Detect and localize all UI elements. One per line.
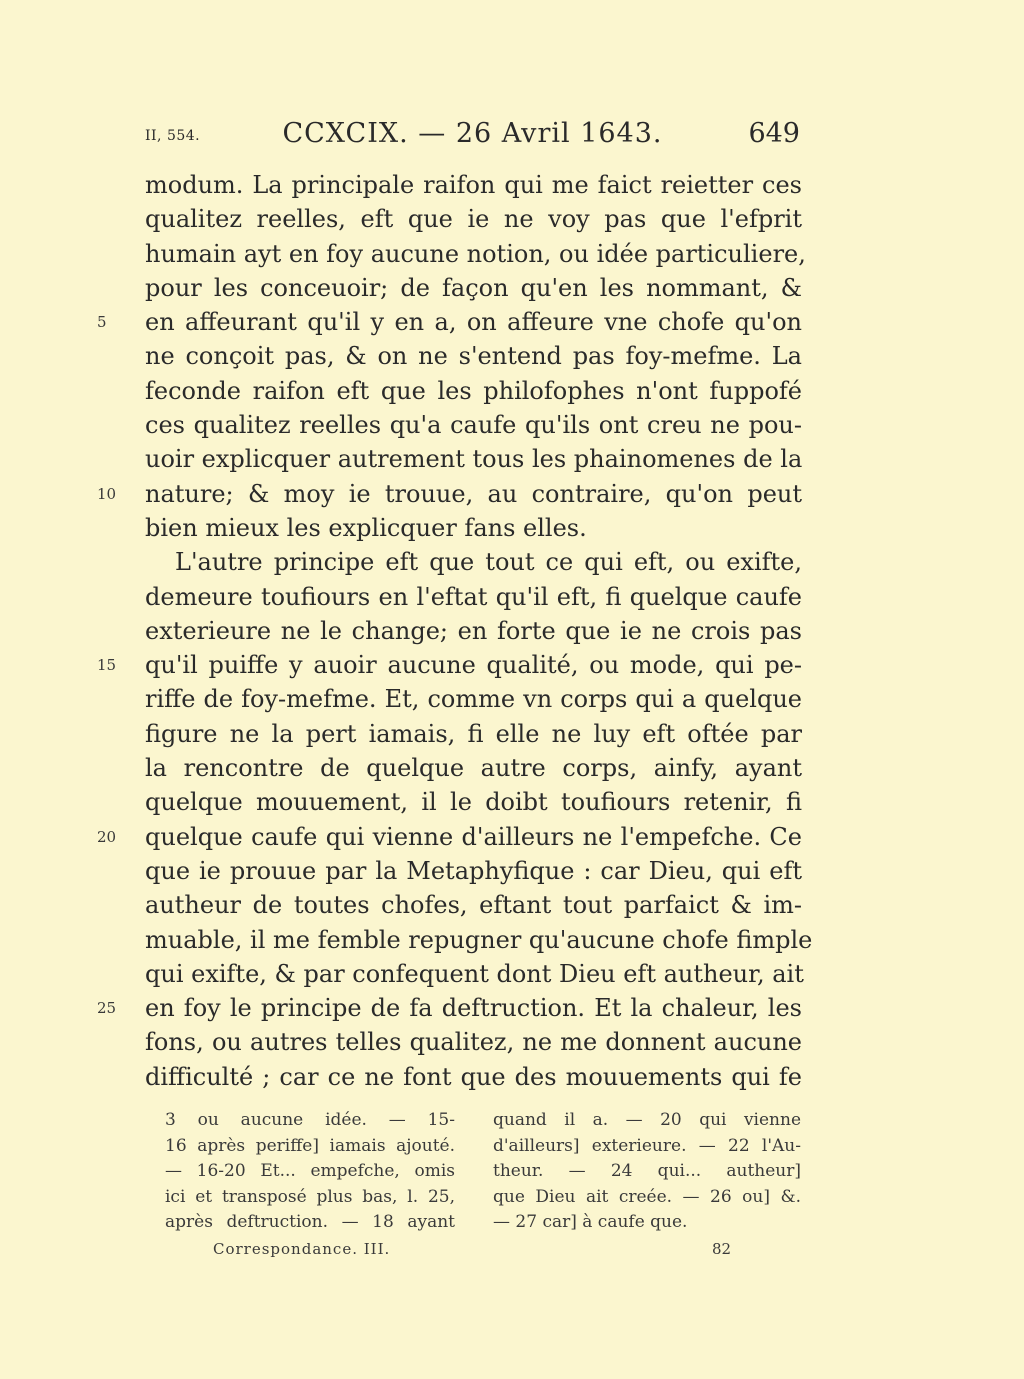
letter-body (97, 168, 813, 1094)
line-text: qu'il puiffe y auoir aucune qualité, ou mode, qui pe- (145, 651, 802, 680)
line-number: 20 (97, 827, 117, 846)
text-line (145, 271, 802, 305)
text-line (145, 408, 802, 442)
text-line (145, 511, 802, 545)
page-number: 649 (748, 118, 800, 149)
text-line (145, 717, 802, 751)
text-line (145, 888, 802, 922)
line-number: 10 (97, 484, 117, 503)
line-text: autheur de toutes chofes, eftant tout parfaict & im- (145, 891, 802, 920)
line-text: fons, ou autres telles qualitez, ne me donnent aucune (145, 1028, 802, 1057)
line-text: pour les conceuoir; de façon qu'en les nommant, & (145, 273, 802, 302)
edition-reference: II, 554. (145, 128, 201, 144)
line-number: 25 (97, 999, 117, 1018)
note-line: — 16-20 Et... empefche, omis (165, 1161, 455, 1181)
line-text: muable, il me femble repugner qu'aucune chofe fimple (145, 925, 813, 954)
line-text: en foy le principe de fa deftruction. Et la chaleur, les (145, 994, 802, 1023)
line-text: feconde raifon eft que les philofophes n'ont fuppofé (145, 376, 802, 405)
text-line (145, 923, 813, 957)
text-line (145, 614, 802, 648)
line-text: uoir explicquer autrement tous les phainomenes de la (145, 445, 803, 474)
text-line (145, 785, 802, 819)
text-line (145, 580, 802, 614)
note-line: après deftruction. — 18 ayant (165, 1212, 455, 1232)
text-line (97, 648, 802, 682)
note-line: theur. — 24 qui... autheur] (493, 1161, 801, 1181)
text-line (145, 168, 802, 202)
line-text: riffe de foy-mefme. Et, comme vn corps qui a quelque (145, 685, 802, 714)
text-line (145, 202, 802, 236)
text-line (145, 545, 802, 579)
line-number: 15 (97, 656, 117, 675)
line-text: difficulté ; car ce ne font que des mouuements qui fe (145, 1062, 802, 1091)
note-line: quand il a. — 20 qui vienne (493, 1110, 801, 1130)
line-text: figure ne la pert iamais, fi elle ne luy eft oftée par (145, 719, 802, 748)
notes-column-left (165, 1108, 455, 1236)
note-line: que Dieu ait creée. — 26 ou] &. (493, 1186, 801, 1207)
note-line: d'ailleurs] exterieure. — 22 l'Au- (493, 1135, 801, 1156)
text-line (145, 339, 802, 373)
running-title: CCXCIX. — 26 Avril 1643. (282, 118, 663, 149)
line-text: L'autre principe eft que tout ce qui eft, ou exifte, (175, 548, 802, 577)
line-text: nature; & moy ie trouue, au contraire, qu'on peut (145, 479, 802, 508)
text-line (97, 820, 802, 854)
line-text: quelque caufe qui vienne d'ailleurs ne l'empefche. Ce (145, 822, 802, 851)
line-text: que ie prouue par la Metaphyfique : car Dieu, qui eft (145, 856, 802, 885)
page-header (145, 116, 800, 156)
text-line (145, 957, 802, 991)
text-line (145, 1060, 802, 1094)
text-line (97, 991, 802, 1025)
line-text: qualitez reelles, eft que ie ne voy pas que l'efprit (145, 205, 802, 234)
line-text: la rencontre de quelque autre corps, ainfy, ayant (145, 754, 802, 783)
text-line (145, 682, 802, 716)
page-footer (145, 1240, 802, 1264)
line-text: qui exifte, & par confequent dont Dieu eft autheur, ait (145, 959, 804, 988)
text-line (145, 442, 802, 476)
note-line: 3 ou aucune idée. — 15- (165, 1110, 455, 1130)
line-text: bien mieux les explicquer fans elles. (145, 513, 587, 542)
line-text: exterieure ne le change; en forte que ie ne crois pas (145, 616, 802, 645)
line-text: ne conçoit pas, & on ne s'entend pas foy-mefme. La (145, 342, 802, 371)
line-number: 5 (97, 313, 107, 332)
line-text: modum. La principale raifon qui me faict reietter ces (145, 171, 802, 199)
text-line (145, 1025, 802, 1059)
notes-column-right (493, 1108, 801, 1236)
line-text: en affeurant qu'il y en a, on affeure vne chofe qu'on (145, 308, 802, 337)
line-text: demeure toufiours en l'eftat qu'il eft, fi quelque caufe (145, 582, 802, 611)
text-line (97, 477, 802, 511)
text-line (145, 374, 802, 408)
line-text: quelque mouuement, il le doibt toufiours retenir, fi (145, 788, 802, 817)
text-line (145, 237, 806, 271)
sheet-signature: 82 (712, 1240, 732, 1258)
note-line: ici et transposé plus bas, l. 25, (165, 1186, 455, 1207)
line-text: humain ayt en foy aucune notion, ou idée particuliere, (145, 239, 806, 268)
text-line (145, 751, 802, 785)
note-line: 16 après periffe] iamais ajouté. (165, 1135, 455, 1156)
note-line: — 27 car] à caufe que. (493, 1212, 688, 1232)
text-line (97, 305, 802, 339)
volume-signature: Correspondance. III. (213, 1240, 391, 1258)
text-line (145, 854, 802, 888)
line-text: ces qualitez reelles qu'a caufe qu'ils ont creu ne pou- (145, 411, 802, 440)
